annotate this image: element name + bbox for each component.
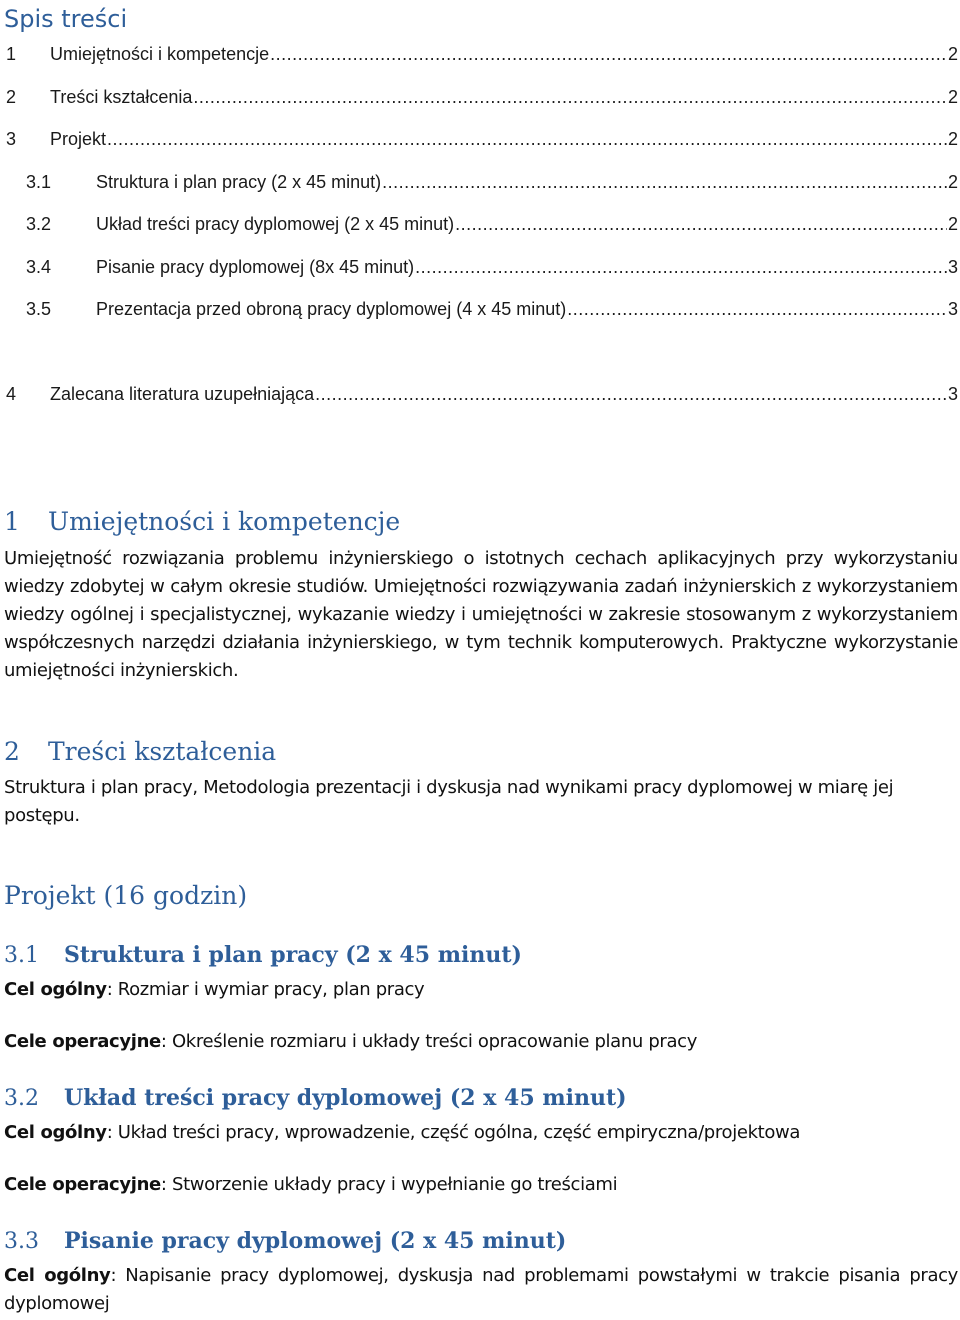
toc-entry[interactable] <box>26 256 958 278</box>
subsection-title: Struktura i plan pracy (2 x 45 minut) <box>64 942 522 968</box>
objectives-text: : Określenie rozmiaru i układy treści opracowanie planu pracy <box>160 1031 698 1052</box>
objectives-label: Cele operacyjne <box>4 1031 161 1052</box>
subsection-title: Pisanie pracy dyplomowej (2 x 45 minut) <box>64 1228 567 1254</box>
toc-entry[interactable] <box>26 213 958 235</box>
toc-entry-number: 1 <box>6 44 17 64</box>
objectives-label: Cele operacyjne <box>4 1174 161 1195</box>
toc-leader-dots <box>315 383 947 405</box>
toc-entry-text: Pisanie pracy dyplomowej (8x 45 minut) <box>96 257 415 277</box>
subsection-heading <box>4 1083 627 1114</box>
section-number: 2 <box>4 737 20 766</box>
toc-entry[interactable] <box>26 171 958 193</box>
toc-leader-dots <box>415 256 947 278</box>
subsection-heading <box>4 1226 566 1257</box>
toc-leader-dots <box>193 86 947 108</box>
toc-entry-page: 2 <box>947 172 958 192</box>
toc-entry[interactable] <box>6 86 958 108</box>
subsection-heading <box>4 940 522 971</box>
toc-entry-page: 2 <box>947 87 958 107</box>
toc-entry-text: Projekt <box>50 129 107 149</box>
toc-entry-number: 4 <box>6 384 17 404</box>
toc-entry[interactable] <box>26 298 958 320</box>
toc-entry-text: Zalecana literatura uzupełniająca <box>50 384 315 404</box>
toc-entry-page: 3 <box>947 299 958 319</box>
toc-entry-text: Umiejętności i kompetencje <box>50 44 270 64</box>
goal-label: Cel ogólny <box>4 1265 111 1286</box>
toc-leader-dots <box>107 128 947 150</box>
toc-title: Spis treści <box>4 5 128 33</box>
goal-text: : Napisanie pracy dyplomowej, dyskusja nad problemami powstałymi w trakcie pisania pracy dyplomowej <box>4 1265 958 1314</box>
toc-entry-text: Treści kształcenia <box>50 87 193 107</box>
toc-leader-dots <box>567 298 947 320</box>
toc-entry-text: Struktura i plan pracy (2 x 45 minut) <box>96 172 382 192</box>
goal-text: : Układ treści pracy, wprowadzenie, część ogólna, część empiryczna/projektowa <box>106 1122 801 1143</box>
toc-leader-dots <box>455 213 947 235</box>
toc-entry-text: Układ treści pracy dyplomowej (2 x 45 minut) <box>96 214 455 234</box>
objectives-text: : Stworzenie układy pracy i wypełnianie go treściami <box>160 1174 618 1195</box>
toc-entry-number: 3 <box>6 129 17 149</box>
section-heading <box>4 736 276 768</box>
subsection-number: 3.2 <box>4 1086 39 1111</box>
section-number: 1 <box>4 507 20 536</box>
section-title: Umiejętności i kompetencje <box>48 507 401 536</box>
toc-leader-dots <box>270 43 947 65</box>
section-heading <box>4 506 400 538</box>
subsection-title: Układ treści pracy dyplomowej (2 x 45 minut) <box>64 1085 627 1111</box>
toc-entry[interactable] <box>6 128 958 150</box>
toc-entry-number: 3.4 <box>26 257 52 277</box>
goal-label: Cel ogólny <box>4 1122 107 1143</box>
objectives-line <box>4 1171 958 1199</box>
goal-label: Cel ogólny <box>4 979 107 1000</box>
goal-line <box>4 1262 958 1318</box>
subsection-number: 3.3 <box>4 1229 39 1254</box>
toc-entry-number: 3.1 <box>26 172 52 192</box>
toc-entry-number: 3.2 <box>26 214 52 234</box>
goal-line <box>4 976 958 1004</box>
toc-entry-page: 2 <box>947 44 958 64</box>
section-heading <box>4 880 247 912</box>
toc-entry-text: Prezentacja przed obroną pracy dyplomowej (4 x 45 minut) <box>96 299 567 319</box>
toc-entry-page: 2 <box>947 214 958 234</box>
toc-entry-page: 3 <box>947 257 958 277</box>
goal-text: : Rozmiar i wymiar pracy, plan pracy <box>106 979 425 1000</box>
section-body: Struktura i plan pracy, Metodologia prezentacji i dyskusja nad wynikami pracy dyplomowej w miarę jej postępu. <box>4 777 894 826</box>
section-body: Umiejętność rozwiązania problemu inżynierskiego o istotnych cechach aplikacyjnych przy wykorzystaniu wiedzy zdobytej w całym okresie studiów. Umiejętności rozwiązywania zadań inżynierskich z wykorzystaniem wiedzy ogólnej i specjalistycznej, wykazanie wiedzy i umiejętności w zakresie stosowanym z wykorzystaniem współczesnych narzędzi działania inżynierskiego, w tym technik komputerowych. Praktyczne wykorzystanie umiejętności inżynierskich. <box>4 548 958 681</box>
toc-entry-number: 2 <box>6 87 17 107</box>
section-title: Treści kształcenia <box>48 737 277 766</box>
goal-line <box>4 1119 958 1147</box>
objectives-line <box>4 1028 958 1056</box>
toc-entry[interactable] <box>6 43 958 65</box>
toc-entry[interactable] <box>6 383 958 405</box>
section-title: Projekt (16 godzin) <box>4 881 248 910</box>
toc-leader-dots <box>382 171 947 193</box>
toc-entry-page: 2 <box>947 129 958 149</box>
toc-entry-page: 3 <box>947 384 958 404</box>
toc-entry-number: 3.5 <box>26 299 52 319</box>
subsection-number: 3.1 <box>4 943 39 968</box>
